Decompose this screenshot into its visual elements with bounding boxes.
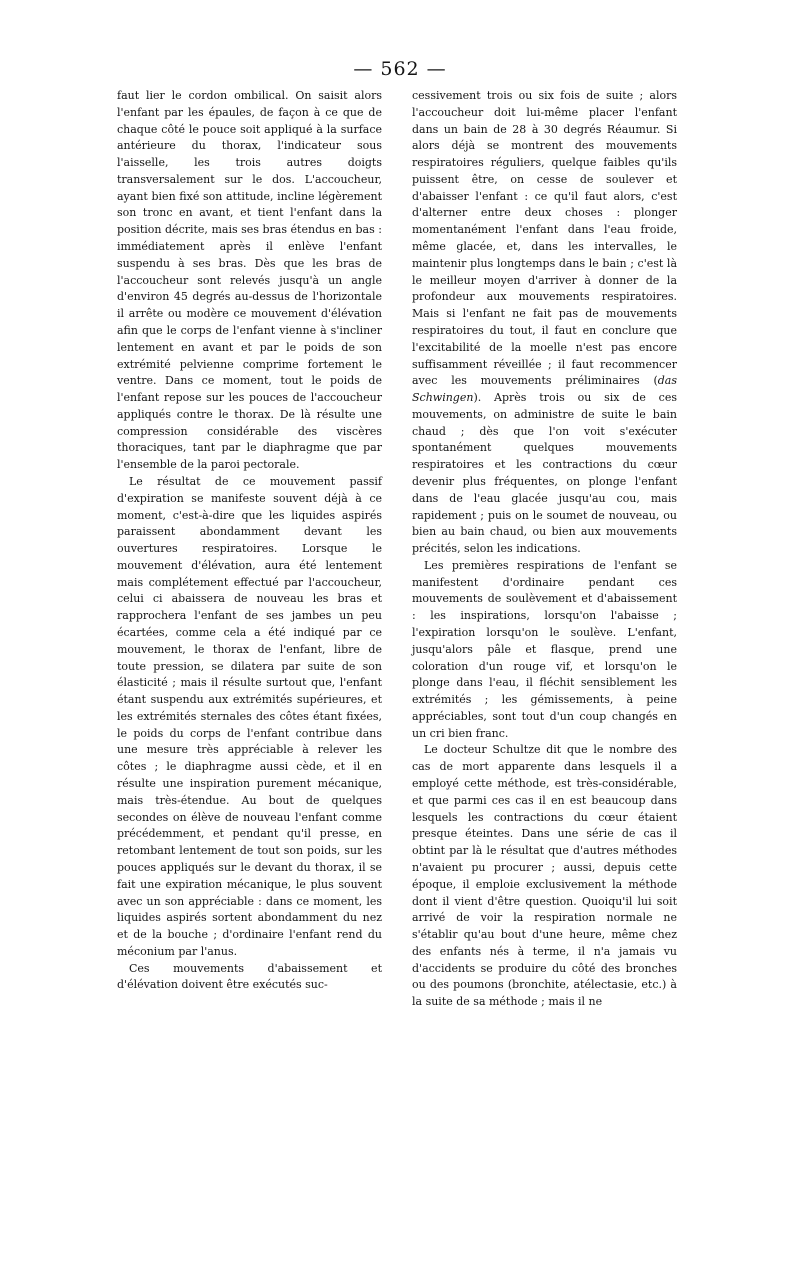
paragraph [412, 88, 677, 558]
paragraph: Ces mouvements d'abaissement et d'élévation doivent être exécutés suc- [117, 961, 382, 992]
page-number: — 562 — [353, 58, 447, 80]
left-column [117, 88, 382, 994]
right-column [412, 88, 677, 1011]
paragraph: faut lier le cordon ombilical. On saisit alors l'enfant par les épaules, de façon à ce que de chaque côté le pouce soit appliqué à la surface antérieure du thorax, l'indicateur sous l'aisselle, les trois autres doigts transversalement sur le dos. L'accoucheur, ayant bien fixé son attitude, incline légèrement son tronc en avant, et tient l'enfant dans la position décrite, mais ses bras étendus en bas : immédiatement après il enlève l'enfant suspendu à ses bras. Dès que les bras de l'accoucheur sont relevés jusqu'à un angle d'environ 45 degrés au-dessus de l'horizontale il arrête ou modère ce mouvement d'élévation afin que le corps de l'enfant vienne à s'incliner lentement en avant et par le poids de son extrémité pelvienne comprime fortement le ventre. Dans ce moment, tout le poids de l'enfant repose sur les pouces de l'accoucheur appliqués contre le thorax. De là résulte une compression considérable des viscères thoraciques, tant par le diaphragme que par l'ensemble de la paroi pectorale. [117, 89, 382, 472]
paragraph: Le docteur Schultze dit que le nombre des cas de mort apparente dans lesquels il a employé cette méthode, est très-considérable, et que parmi ces cas il en est beaucoup dans lesquels les contractions du cœur étaient presque éteintes. Dans une série de cas il obtint par là le résultat que d'autres méthodes n'avaient pu procurer ; aussi, depuis cette époque, il emploie exclusivement la méthode dont il vient d'être question. Quoiqu'il lui soit arrivé de voir la respiration normale ne s'établir qu'au bout d'une heure, même chez des enfants nés à terme, il n'a jamais vu d'accidents se produire du côté des bronches ou des poumons (bronchite, atélectasie, etc.) à la suite de sa méthode ; mais il ne [412, 743, 677, 1009]
paragraph: Le résultat de ce mouvement passif d'expiration se manifeste souvent déjà à ce moment, c'est-à-dire que les liquides aspirés paraissent abondamment devant les ouvertures respiratoires. Lorsque le mouvement d'élévation, aura été lentement mais complétement effectué par l'accoucheur, celui ci abaissera de nouveau les bras et rapprochera l'enfant de ses jambes un peu écartées, comme cela a été indiqué par ce mouvement, le thorax de l'enfant, libre de toute pression, se dilatera par suite de son élasticité ; mais il résulte surtout que, l'enfant étant suspendu aux extrémités supérieures, et les extrémités sternales des côtes étant fixées, le poids du corps de l'enfant contribue dans une mesure très appréciable à relever les côtes ; le diaphragme aussi cède, et il en résulte une inspiration purement mécanique, mais très-étendue. Au bout de quelques secondes on élève de nouveau l'enfant comme précédemment, et pendant qu'il presse, en retombant lentement de tout son poids, sur les pouces appliqués sur le devant du thorax, il se fait une expiration mécanique, le plus souvent avec un son appréciable : dans ce moment, les liquides aspirés sortent abondamment du nez et de la bouche ; d'ordinaire l'enfant rend du méconium par l'anus. [117, 474, 382, 958]
paragraph-text: ). Après trois ou six de ces mouvements, on administre de suite le bain chaud ; dès que l'on voit s'exécuter spontanément quelques mouvements respiratoires et les contractions du cœur devenir plus fréquentes, on plonge l'enfant dans de l'eau glacée jusqu'au cou, mais rapidement ; puis on le soumet de nouveau, ou bien au bain chaud, ou bien aux mouvements précités, selon les indications. [412, 391, 677, 556]
paragraph: Les premières respirations de l'enfant se manifestent d'ordinaire pendant ces mouvements de soulèvement et d'abaissement : les inspirations, lorsqu'on l'abaisse ; l'expiration lorsqu'on le soulève. L'enfant, jusqu'alors pâle et flasque, prend une coloration d'un rouge vif, et lorsqu'on le plonge dans l'eau, il fléchit sensiblement les extrémités ; les gémissements, à peine appréciables, sont tout d'un coup changés en un cri bien franc. [412, 558, 677, 740]
paragraph-text: cessivement trois ou six fois de suite ; alors l'accoucheur doit lui-même placer l'enfant dans un bain de 28 à 30 degrés Réaumur. Si alors déjà se montrent des mouvements respiratoires réguliers, quelque faibles qu'ils puissent être, on cesse de soulever et d'abaisser l'enfant : ce qu'il faut alors, c'est d'alterner entre deux choses : plonger momentanément l'enfant dans l'eau froide, même glacée, et, dans les intervalles, le maintenir plus longtemps dans le bain ; c'est là le meilleur moyen d'arriver à donner de la profondeur aux mouvements respiratoires. Mais si l'enfant ne fait pas de mouvements respiratoires du tout, il faut en conclure que l'excitabilité de la moelle n'est pas encore suffisamment réveillée ; il faut recommencer avec les mouvements préliminaires ( [412, 89, 677, 388]
italic-term: das Schwingen [412, 374, 677, 405]
